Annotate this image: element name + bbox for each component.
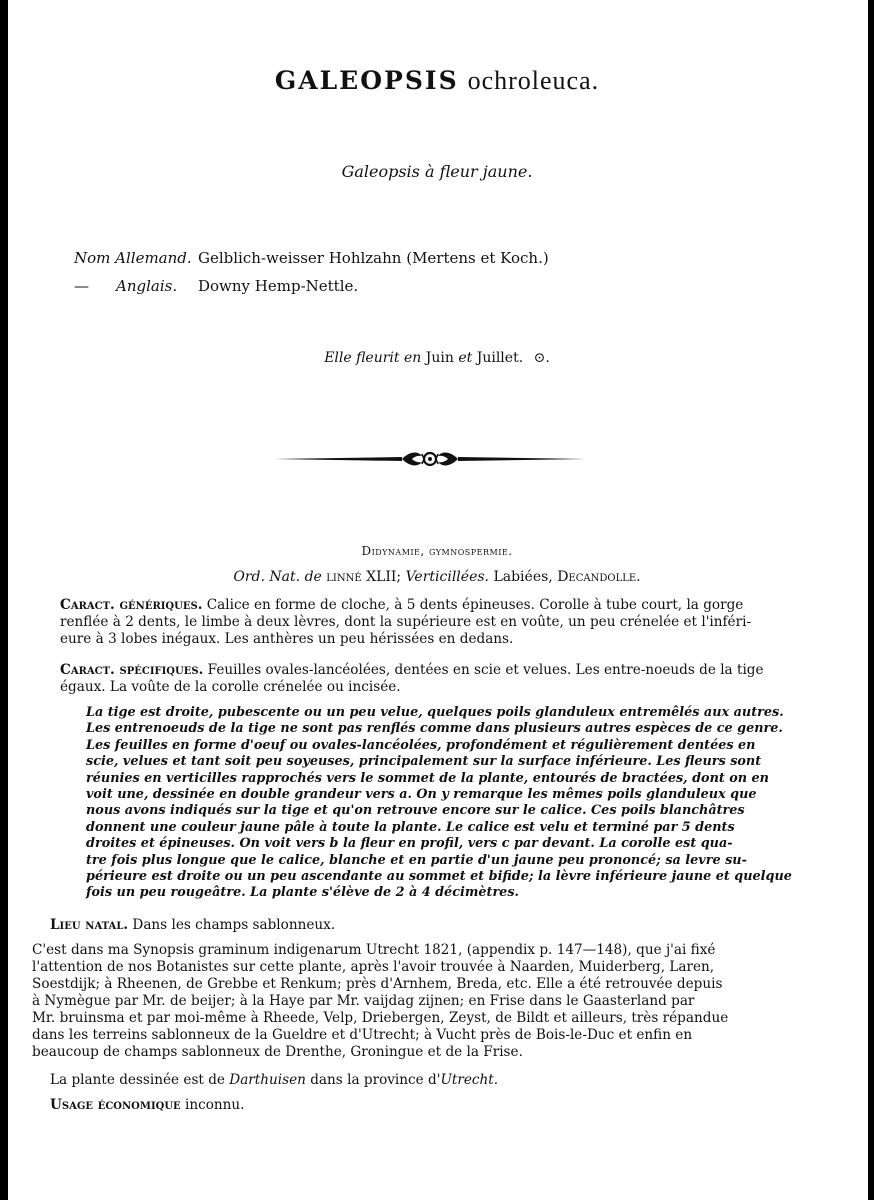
text-line: scie, velues et tant soit peu soyeuses, principalement sur la surface inférieure. Les fleurs sont: [86, 754, 762, 770]
english-name-row: [74, 272, 549, 300]
natural-order: [0, 569, 874, 585]
english-dash: —: [74, 277, 89, 295]
flowering-d: et: [458, 350, 473, 366]
english-value: Downy Hemp-Nettle.: [198, 277, 359, 295]
text-line: Les feuilles en forme d'oeuf ou ovales-lancéolées, profondément et régulièrement dentées en: [86, 737, 756, 753]
order-de: de: [304, 569, 322, 585]
text-line: eure à 3 lobes inégaux. Les anthères un peu hérissées en dedans.: [60, 631, 514, 647]
origin-b: dans la province d': [310, 1072, 441, 1088]
habitat: [50, 917, 830, 934]
ornament-divider-icon: [272, 446, 588, 472]
text-line: nous avons indiqués sur la tige et qu'on retrouve encore sur le calice. Ces poils blanchâtres: [86, 803, 745, 819]
text-line: droites et épineuses. On voit vers b la fleur en profil, vers c par devant. La corolle est qua-: [86, 836, 733, 852]
text-span: Feuilles ovales-lancéolées, dentées en scie et velues. Les entre-noeuds de la tige: [207, 662, 764, 678]
text-line: égaux. La voûte de la corolle crénelée ou incisée.: [60, 679, 401, 695]
text-line: renflée à 2 dents, le limbe à deux lèvres, dont la supérieure est en voûte, un peu crénelée et l'inféri-: [60, 614, 752, 630]
habitat-text: Dans les champs sablonneux.: [132, 917, 336, 933]
order-verticillees: Verticillées.: [405, 569, 489, 585]
flowering-e: Juillet.: [476, 350, 524, 366]
text-line: [60, 662, 830, 679]
flowering-a: Elle fleurit: [324, 350, 400, 366]
order-label: Ord. Nat.: [233, 569, 301, 585]
origin-province: Utrecht.: [440, 1072, 499, 1088]
habitat-lead: Lieu natal.: [50, 917, 129, 933]
german-name-row: [74, 244, 549, 272]
text-line: La tige est droite, pubescente ou un peu velue, quelques poils glanduleux entremêlés aux autres.: [86, 705, 784, 720]
text-line: donnent une couleur jaune pâle à toute la plante. Le calice est velu et terminé par 5 dents: [86, 819, 735, 835]
usage-text: inconnu.: [185, 1097, 245, 1113]
origin-place: Darthuisen: [229, 1072, 306, 1088]
french-common-name: Galeopsis à fleur jaune.: [341, 162, 533, 181]
specific-lead: Caract. spécifiques.: [60, 662, 204, 678]
text-span: Calice en forme de cloche, à 5 dents épineuses. Corolle à tube court, la gorge: [206, 597, 744, 613]
usage-lead: Usage économique: [50, 1097, 181, 1113]
text-line: tre fois plus longue que le calice, blanche et en partie d'un jaune peu prononcé; sa levre su-: [86, 852, 747, 868]
page-title: [0, 66, 874, 96]
text-line: C'est dans ma Synopsis graminum indigenarum Utrecht 1821, (appendix p. 147—148), que j'ai fixé: [32, 942, 716, 958]
text-line: dans les terreins sablonneux de la Gueldre et d'Utrecht; à Vucht près de Bois-le-Duc et enfin en: [32, 1027, 693, 1043]
specific-characters: [60, 662, 830, 696]
text-line: beaucoup de champs sablonneux de Drenthe, Groningue et de la Frise.: [32, 1044, 523, 1060]
text-line: à Nymègue par Mr. de beijer; à la Haye par Mr. vaijdag zijnen; en Frise dans le Gaasterland par: [32, 993, 695, 1009]
text-line: fois un peu rougeâtre. La plante s'élève de 2 à 4 décimètres.: [86, 885, 519, 901]
text-line: l'attention de nos Botanistes sur cette plante, après l'avoir trouvée à Naarden, Muiderberg, Laren,: [32, 959, 715, 975]
specimen-origin: [50, 1072, 830, 1089]
text-line: périeure est droite ou un peu ascendante au sommet et bifide; la lèvre inférieure jaune et quelque: [86, 869, 792, 885]
flowering-season: [0, 350, 874, 366]
german-value: Gelblich-weisser Hohlzahn (Mertens et Koch.): [198, 249, 549, 267]
text-line: [60, 597, 830, 614]
flowering-c: Juin: [425, 350, 454, 366]
order-labiees: Labiées,: [493, 569, 553, 585]
generic-characters: [60, 597, 830, 648]
text-line: Soestdijk; à Rheenen, de Grebbe et Renkum; près d'Arnhem, Breda, etc. Elle a été retrouvée depuis: [32, 976, 723, 992]
order-number: XLII;: [366, 569, 402, 585]
text-line: Les entrenoeuds de la tige ne sont pas renflés comme dans plusieurs autres espèces de ce genre.: [86, 721, 783, 737]
order-decandolle: Decandolle.: [557, 569, 641, 585]
english-label: Anglais.: [116, 277, 178, 295]
text-line: réunies en verticilles rapprochés vers le sommet de la plante, entourés de bractées, dont on en: [86, 770, 769, 786]
vernacular-names: [74, 244, 549, 300]
order-linne: linné: [326, 569, 362, 585]
flowering-b: en: [404, 350, 422, 366]
origin-a: La plante dessinée est de: [50, 1072, 225, 1088]
linnaean-class: Didynamie, gymnospermie.: [361, 544, 513, 558]
text-line: Mr. bruinsma et par moi-même à Rheede, Velp, Driebergen, Zeyst, de Bildt et ailleurs, très répandue: [32, 1010, 729, 1026]
annual-symbol: ⊙.: [533, 350, 550, 366]
description: [86, 705, 830, 902]
title-genus: GALEOPSIS: [274, 66, 459, 95]
distribution: [32, 942, 830, 1061]
title-species: ochroleuca.: [467, 66, 600, 95]
text-line: voit une, dessinée en double grandeur vers a. On y remarque les mêmes poils glanduleux que: [86, 787, 757, 803]
economic-usage: [50, 1097, 830, 1114]
generic-lead: Caract. génériques.: [60, 597, 203, 613]
german-label: Nom Allemand.: [74, 249, 192, 267]
